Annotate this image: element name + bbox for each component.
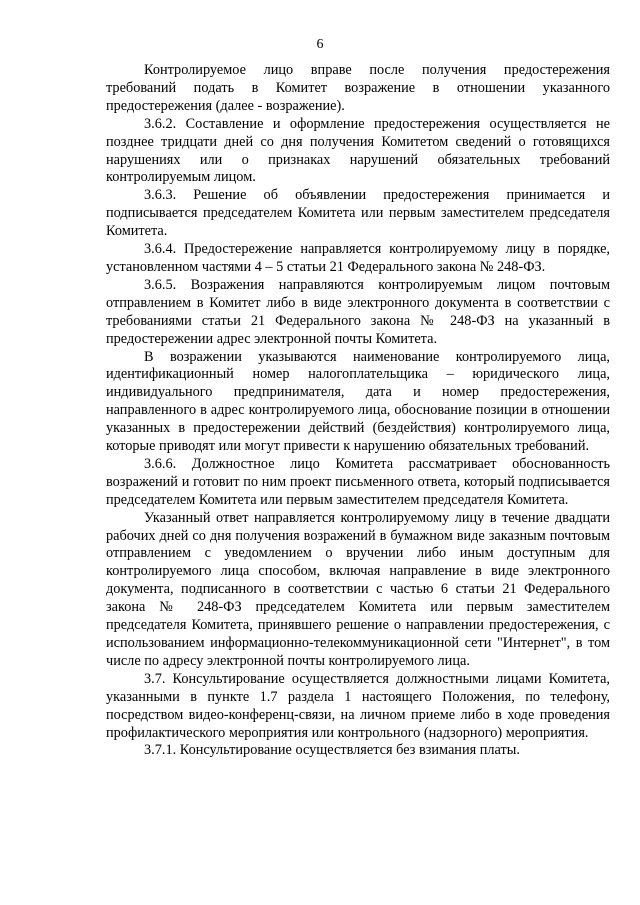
paragraph-3-6-3: 3.6.3. Решение об объявлении предостережения принимается и подписывается председателем Комитета или первым заместителем председателя Комитета. xyxy=(106,187,610,240)
paragraph-3-6-5: 3.6.5. Возражения направляются контролируемым лицом почтовым отправлением в Комитет либо в виде электронного документа в соответствии с требованиями статьи 21 Федерального закона № 248-ФЗ на указанный в предостережении адрес электронной почты Комитета. xyxy=(106,276,610,347)
paragraph-3-7-1: 3.7.1. Консультирование осуществляется без взимания платы. xyxy=(144,742,520,759)
paragraph-3-6-6: 3.6.6. Должностное лицо Комитета рассматривает обоснованность возражений и готовит по ним проект письменного ответа, который подписывается председателем Комитета или первым заместителем председателя Комитета. xyxy=(106,455,610,508)
paragraph-3-6-2: 3.6.2. Составление и оформление предостережения осуществляется не позднее тридцати дней со дня получения Комитетом сведений о готовящихся нарушениях или о признаках нарушений обязательных требований контролируемым лицом. xyxy=(106,115,610,186)
paragraph-3-7: 3.7. Консультирование осуществляется должностными лицами Комитета, указанными в пункте 1.7 раздела 1 настоящего Положения, по телефону, посредством видео-конференц-связи, на личном приеме либо в ходе проведения профилактического мероприятия или контрольного (надзорного) мероприятия. xyxy=(106,670,610,741)
paragraph-response-delivery: Указанный ответ направляется контролируемому лицу в течение двадцати рабочих дней со дня получения возражений в бумажном виде заказным почтовым отправлением с уведомлением о вручении либо иным доступным для контролируемого лица способом, включая направление в виде электронного документа, подписанного в соответствии с частью 6 статьи 21 Федерального закона № 248-ФЗ председателем Комитета или первым заместителем председателя Комитета, принявшего решение о направлении предостережения, с использованием информационно-телекоммуникационной сети "Интернет", в том числе по адресу электронной почты контролируемого лица. xyxy=(106,509,610,669)
document-body xyxy=(106,62,610,760)
paragraph-3-6-4: 3.6.4. Предостережение направляется контролируемому лицу в порядке, установленном частями 4 – 5 статьи 21 Федерального закона № 248-ФЗ. xyxy=(106,241,610,275)
paragraph-objection-contents: В возражении указываются наименование контролируемого лица, идентификационный номер налогоплательщика – юридического лица, индивидуального предпринимателя, дата и номер предостережения, направленного в адрес контролируемого лица, обоснование позиции в отношении указанных в предостережении действий (бездействия) контролируемого лица, которые приводят или могут привести к нарушению обязательных требований. xyxy=(106,348,610,455)
paragraph-objection-right: Контролируемое лицо вправе после получения предостережения требований подать в Комитет возражение в отношении указанного предостережения (далее - возражение). xyxy=(106,62,610,114)
page-number: 6 xyxy=(316,37,324,52)
